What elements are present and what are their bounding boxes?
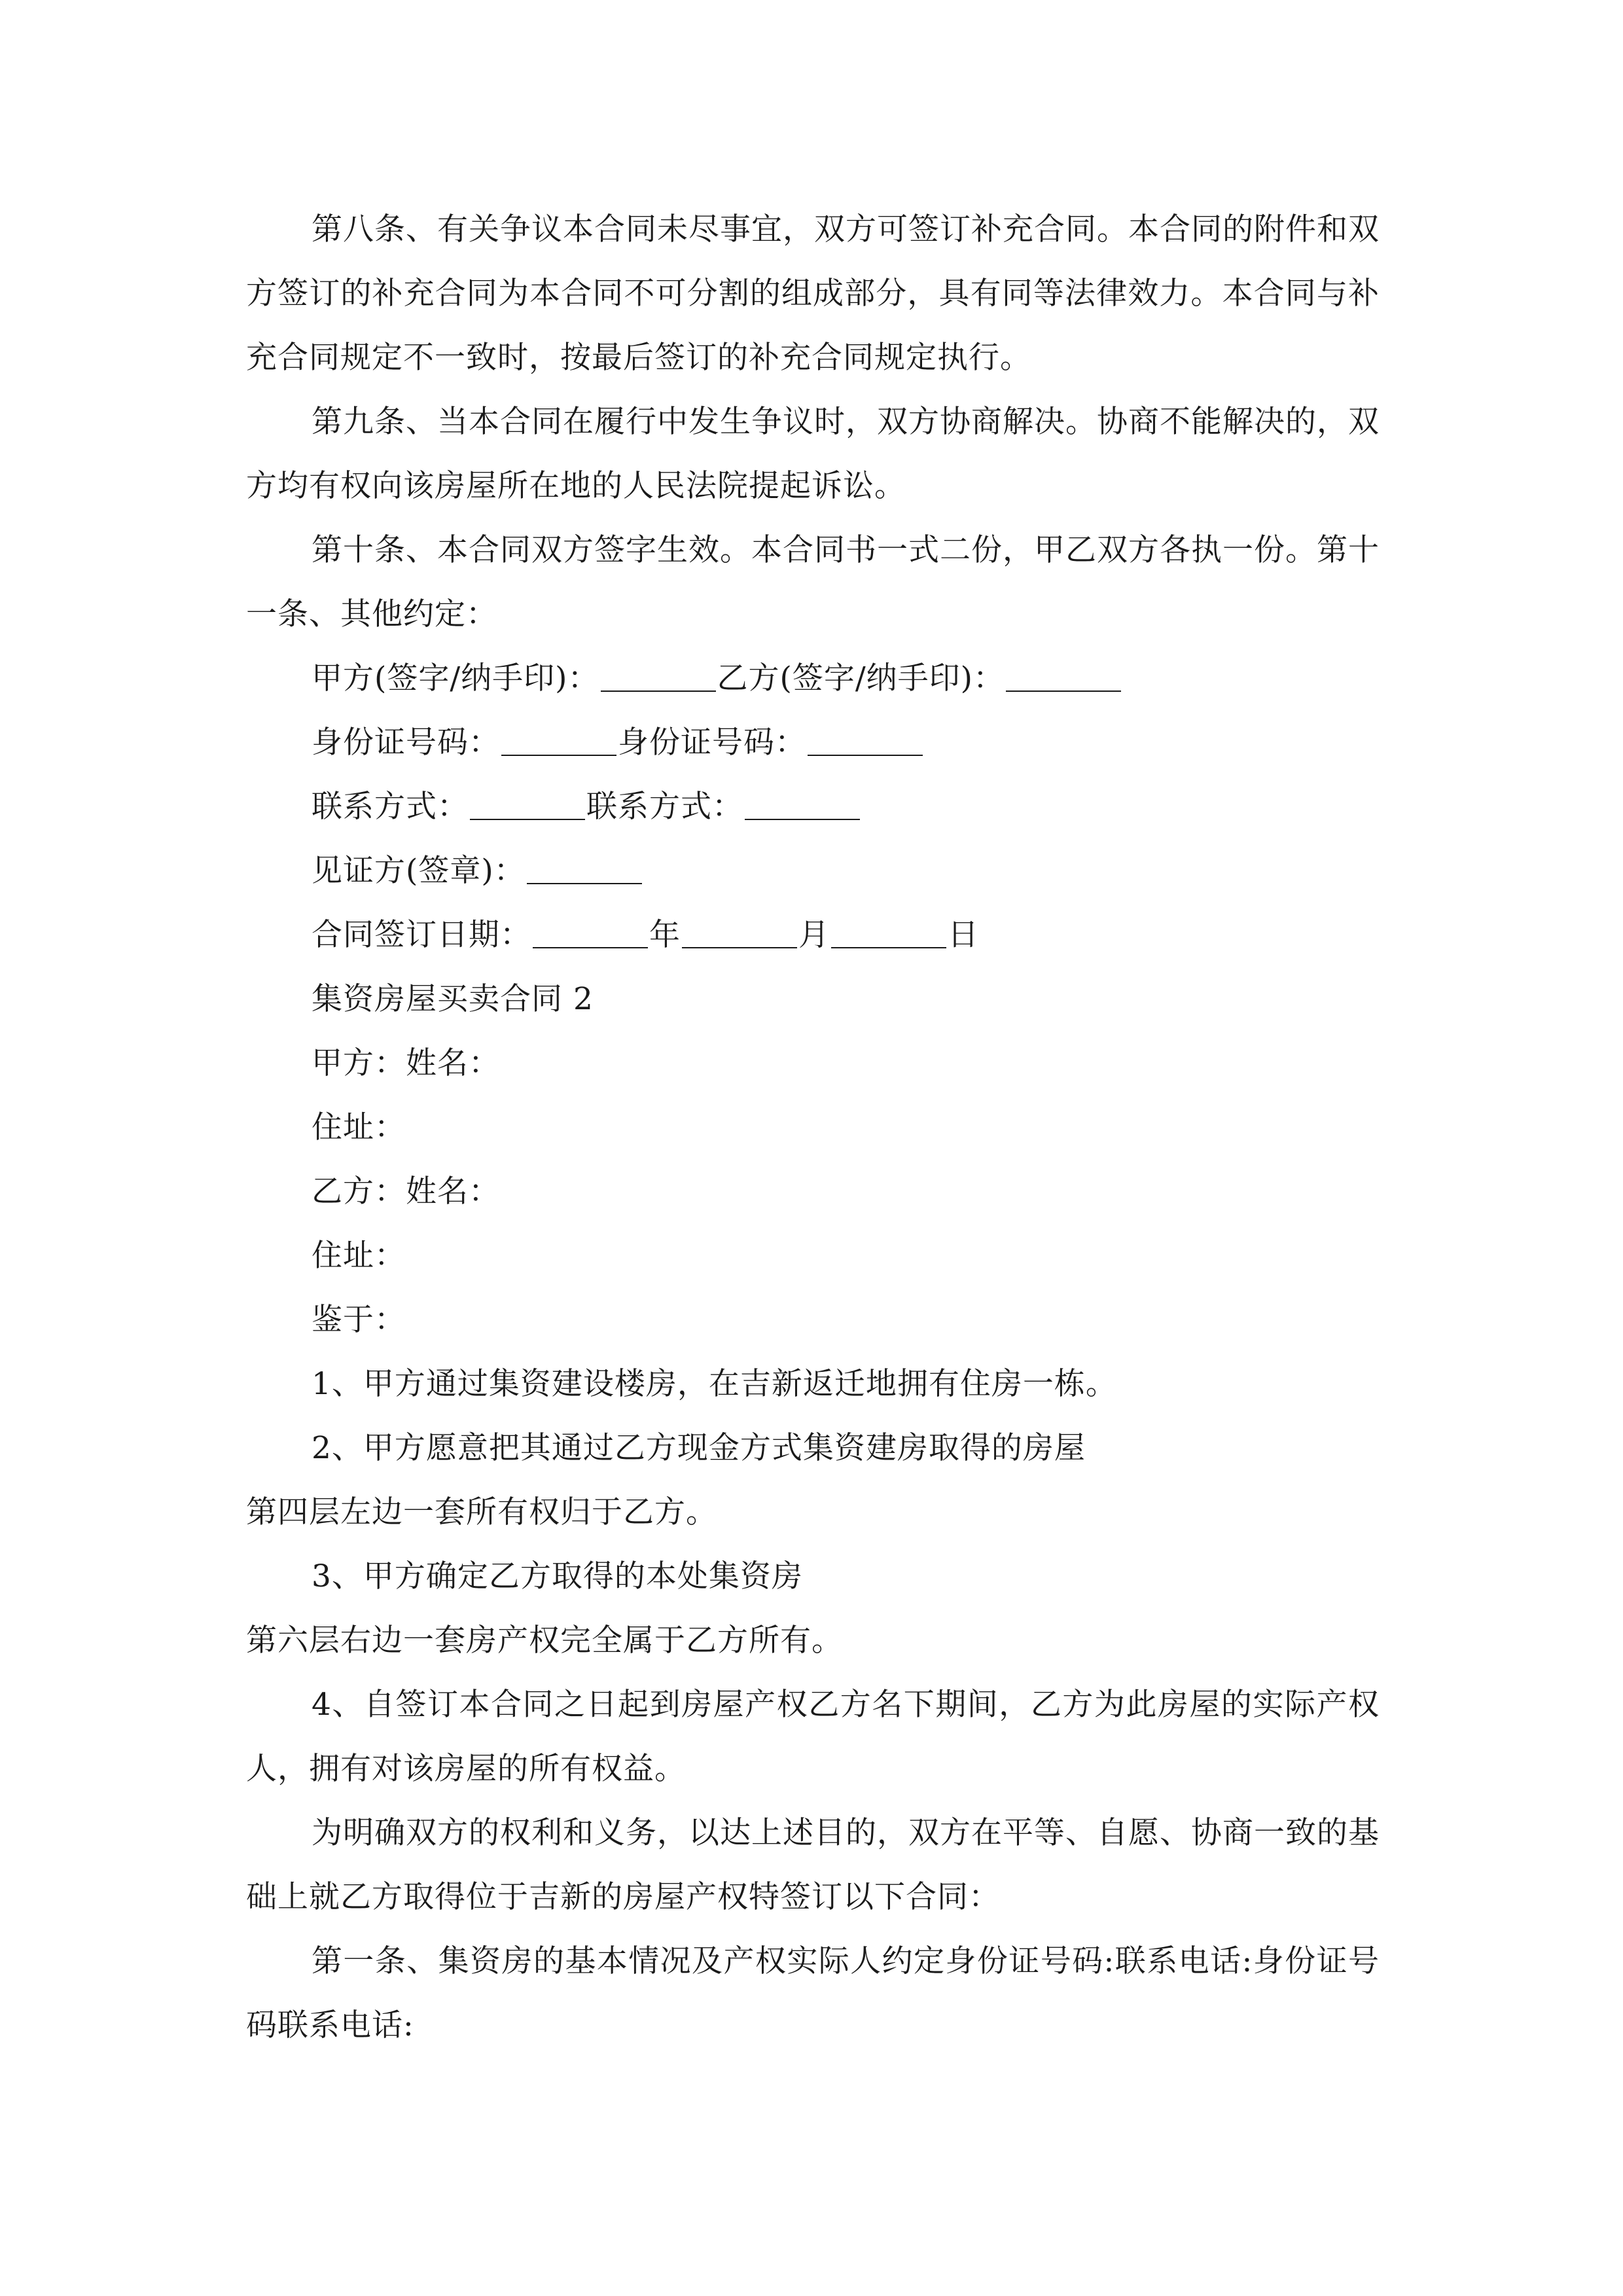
party-b-signature-label: 乙方(签字/纳手印)：	[717, 660, 1005, 696]
party-a-contact-blank	[470, 788, 585, 820]
party-a-id-label: 身份证号码：	[312, 725, 500, 761]
article-9-paragraph: 第九条、当本合同在履行中发生争议时，双方协商解决。协商不能解决的，双方均有权向该房屋所在地的人民法院提起诉讼。	[246, 404, 1380, 504]
signature-line-parties	[246, 647, 1380, 711]
signing-date-label: 合同签订日期：	[312, 917, 531, 953]
party-a-signature-blank	[601, 660, 716, 692]
year-blank	[533, 916, 648, 948]
whereas-item-1: 1、甲方通过集资建设楼房，在吉新返迁地拥有住房一栋。	[312, 1366, 1117, 1402]
party-a-signature-label: 甲方(签字/纳手印)：	[312, 660, 599, 696]
witness-line	[246, 839, 1380, 903]
whereas-item-4: 4、自签订本合同之日起到房屋产权乙方名下期间，乙方为此房屋的实际产权人，拥有对该房屋的所有权益。	[246, 1687, 1380, 1787]
whereas-item-3-continued: 第六层右边一套房产权完全属于乙方所有。	[246, 1623, 843, 1659]
year-label: 年	[649, 917, 681, 953]
whereas-item-2: 2、甲方愿意把其通过乙方现金方式集资建房取得的房屋	[312, 1430, 1086, 1466]
day-blank	[831, 916, 946, 948]
party-a-address-line: 住址：	[312, 1109, 406, 1145]
party-a-contact-label: 联系方式：	[312, 789, 469, 825]
party-b-signature-blank	[1006, 660, 1121, 692]
id-number-line	[246, 711, 1380, 775]
whereas-heading: 鉴于：	[312, 1302, 406, 1338]
party-b-id-label: 身份证号码：	[618, 725, 806, 761]
party-b-contact-blank	[745, 788, 860, 820]
purpose-paragraph: 为明确双方的权利和义务，以达上述目的，双方在平等、自愿、协商一致的基础上就乙方取得位于吉新的房屋产权特签订以下合同：	[246, 1815, 1380, 1915]
party-b-contact-label: 联系方式：	[586, 789, 743, 825]
party-b-id-blank	[808, 724, 923, 756]
month-blank	[682, 916, 797, 948]
whereas-item-2-continued: 第四层左边一套所有权归于乙方。	[246, 1494, 717, 1530]
article-10-paragraph: 第十条、本合同双方签字生效。本合同书一式二份，甲乙双方各执一份。第十一条、其他约定：	[246, 532, 1380, 632]
article-8-paragraph: 第八条、有关争议本合同未尽事宜，双方可签订补充合同。本合同的附件和双方签订的补充合同为本合同不可分割的组成部分，具有同等法律效力。本合同与补充合同规定不一致时，按最后签订的补充合同规定执行。	[246, 211, 1380, 376]
party-a-name-line: 甲方：姓名：	[312, 1045, 500, 1081]
party-b-name-line: 乙方：姓名：	[312, 1174, 500, 1210]
party-a-id-blank	[501, 724, 616, 756]
month-label: 月	[798, 917, 830, 953]
day-label: 日	[948, 917, 979, 953]
contract-2-title: 集资房屋买卖合同 2	[312, 981, 594, 1017]
whereas-item-3: 3、甲方确定乙方取得的本处集资房	[312, 1558, 803, 1594]
party-b-address-line: 住址：	[312, 1238, 406, 1274]
witness-label: 见证方(签章)：	[312, 853, 526, 889]
signing-date-line	[246, 903, 1380, 967]
article-1-paragraph: 第一条、集资房的基本情况及产权实际人约定身份证号码:联系电话:身份证号码联系电话:	[246, 1943, 1380, 2043]
contact-line	[246, 775, 1380, 839]
document-body	[246, 198, 1380, 2058]
witness-blank	[527, 852, 642, 884]
